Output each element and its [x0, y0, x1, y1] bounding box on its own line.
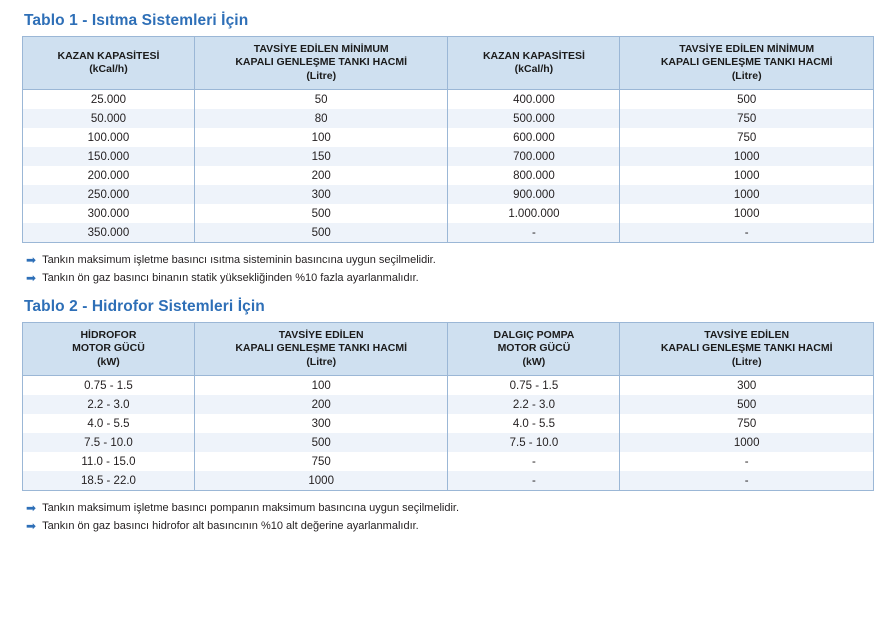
arrow-right-icon: ➡ — [26, 501, 37, 516]
table-row — [23, 471, 874, 491]
table-block-1 — [22, 12, 874, 286]
header-line: DALGIÇ POMPA — [493, 329, 575, 341]
table-cell: 250.000 — [23, 185, 195, 204]
table-header-row — [23, 37, 874, 90]
table-row — [23, 128, 874, 147]
table-block-2 — [22, 298, 874, 534]
header-line: (kW) — [522, 355, 546, 368]
header-line: KAPALI GENLEŞME TANKI HACMİ — [660, 342, 833, 355]
table-2-title: Tablo 2 - Hidrofor Sistemleri İçin — [24, 298, 265, 315]
header-line: (Litre) — [306, 355, 337, 368]
table-cell: 4.0 - 5.5 — [23, 414, 195, 433]
table-2-body — [23, 376, 874, 491]
table-cell: 350.000 — [23, 223, 195, 243]
arrow-right-icon: ➡ — [26, 519, 37, 534]
table-row — [23, 90, 874, 110]
table-cell: 150.000 — [23, 147, 195, 166]
header-line: KAPALI GENLEŞME TANKI HACMİ — [235, 56, 408, 69]
table-cell: 700.000 — [448, 147, 620, 166]
header-line: MOTOR GÜCÜ — [72, 342, 145, 355]
table-cell: 200 — [194, 166, 448, 185]
table-cell: 7.5 - 10.0 — [23, 433, 195, 452]
header-line: (Litre) — [731, 355, 762, 368]
note-text: Tankın ön gaz basıncı hidrofor alt basıncının %10 alt değerine ayarlanmalıdır. — [42, 520, 419, 533]
table-row — [23, 395, 874, 414]
table-cell: - — [448, 223, 620, 243]
header-line: TAVSİYE EDİLEN — [278, 329, 364, 341]
header-line: KAZAN KAPASİTESİ — [57, 49, 160, 62]
table-cell: 400.000 — [448, 90, 620, 110]
table-1-head — [23, 37, 874, 90]
table-cell: 300 — [194, 185, 448, 204]
header-line: TAVSİYE EDİLEN — [704, 329, 790, 341]
table-1-notes — [26, 253, 874, 286]
note-item — [26, 271, 874, 286]
note-item — [26, 501, 874, 516]
table-cell: 200.000 — [23, 166, 195, 185]
table-row — [23, 147, 874, 166]
table-cell: 750 — [620, 414, 874, 433]
table-cell: 500 — [620, 395, 874, 414]
table-cell: 100 — [194, 376, 448, 396]
table-cell: 11.0 - 15.0 — [23, 452, 195, 471]
table-cell: 25.000 — [23, 90, 195, 110]
table-row — [23, 414, 874, 433]
table-cell: 7.5 - 10.0 — [448, 433, 620, 452]
table-row — [23, 452, 874, 471]
header-line: (kW) — [97, 355, 120, 368]
table-cell: 1000 — [194, 471, 448, 491]
table-row — [23, 166, 874, 185]
table-cell: 600.000 — [448, 128, 620, 147]
table-cell: 1.000.000 — [448, 204, 620, 223]
note-item — [26, 253, 874, 268]
table-row — [23, 204, 874, 223]
table-row — [23, 185, 874, 204]
header-line: MOTOR GÜCÜ — [497, 342, 571, 355]
header-line: KAPALI GENLEŞME TANKI HACMİ — [235, 342, 408, 355]
table-cell: 4.0 - 5.5 — [448, 414, 620, 433]
arrow-right-icon: ➡ — [26, 253, 37, 268]
table-cell: 500.000 — [448, 109, 620, 128]
table-cell: - — [448, 471, 620, 491]
table-1-col-1-header — [23, 37, 195, 90]
table-1-body — [23, 90, 874, 243]
table-2-notes — [26, 501, 874, 534]
table-cell: 100 — [194, 128, 448, 147]
table-cell: 1000 — [620, 147, 874, 166]
table-cell: 500 — [194, 204, 448, 223]
note-text: Tankın maksimum işletme basıncı pompanın maksimum basıncına uygun seçilmelidir. — [42, 502, 460, 515]
table-cell: 750 — [620, 109, 874, 128]
table-cell: 500 — [194, 223, 448, 243]
table-cell: 0.75 - 1.5 — [448, 376, 620, 396]
note-text: Tankın ön gaz basıncı binanın statik yüksekliğinden %10 fazla ayarlanmalıdır. — [42, 272, 419, 285]
header-line: KAZAN KAPASİTESİ — [482, 49, 585, 62]
header-line: (kCal/h) — [514, 63, 554, 76]
header-line: KAPALI GENLEŞME TANKI HACMİ — [660, 56, 833, 69]
header-line: (Litre) — [306, 69, 337, 82]
header-line: TAVSİYE EDİLEN MİNİMUM — [679, 43, 815, 55]
table-cell: 150 — [194, 147, 448, 166]
table-cell: 800.000 — [448, 166, 620, 185]
note-text: Tankın maksimum işletme basıncı ısıtma sisteminin basıncına uygun seçilmelidir. — [42, 254, 436, 267]
table-cell: 300 — [620, 376, 874, 396]
table-cell: 750 — [620, 128, 874, 147]
header-line: (Litre) — [731, 69, 762, 82]
header-line: (kCal/h) — [89, 63, 128, 76]
table-cell: 750 — [194, 452, 448, 471]
table-row — [23, 433, 874, 452]
table-2-col-4-header — [620, 323, 874, 376]
header-line: TAVSİYE EDİLEN MİNİMUM — [253, 43, 389, 55]
table-cell: 50.000 — [23, 109, 195, 128]
table-cell: 80 — [194, 109, 448, 128]
table-cell: - — [620, 223, 874, 243]
table-1-col-4-header — [620, 37, 874, 90]
table-cell: 2.2 - 3.0 — [23, 395, 195, 414]
table-cell: - — [620, 452, 874, 471]
table-cell: - — [448, 452, 620, 471]
table-cell: 1000 — [620, 185, 874, 204]
table-cell: 50 — [194, 90, 448, 110]
table-cell: 900.000 — [448, 185, 620, 204]
table-cell: 100.000 — [23, 128, 195, 147]
table-cell: 500 — [194, 433, 448, 452]
table-2-col-1-header — [23, 323, 195, 376]
table-cell: 2.2 - 3.0 — [448, 395, 620, 414]
table-1 — [22, 36, 874, 243]
table-cell: 300 — [194, 414, 448, 433]
table-1-col-3-header — [448, 37, 620, 90]
arrow-right-icon: ➡ — [26, 271, 37, 286]
table-cell: - — [620, 471, 874, 491]
table-cell: 200 — [194, 395, 448, 414]
table-1-col-2-header — [194, 37, 448, 90]
table-row — [23, 376, 874, 396]
header-line: HİDROFOR — [80, 329, 137, 341]
table-row — [23, 223, 874, 243]
table-cell: 0.75 - 1.5 — [23, 376, 195, 396]
table-cell: 1000 — [620, 166, 874, 185]
table-2 — [22, 322, 874, 491]
table-cell: 1000 — [620, 204, 874, 223]
table-cell: 300.000 — [23, 204, 195, 223]
table-header-row — [23, 323, 874, 376]
table-2-head — [23, 323, 874, 376]
note-item — [26, 519, 874, 534]
table-1-title: Tablo 1 - Isıtma Sistemleri İçin — [24, 12, 249, 29]
table-row — [23, 109, 874, 128]
table-cell: 1000 — [620, 433, 874, 452]
table-2-col-3-header — [448, 323, 620, 376]
table-cell: 18.5 - 22.0 — [23, 471, 195, 491]
table-2-col-2-header — [194, 323, 448, 376]
table-cell: 500 — [620, 90, 874, 110]
